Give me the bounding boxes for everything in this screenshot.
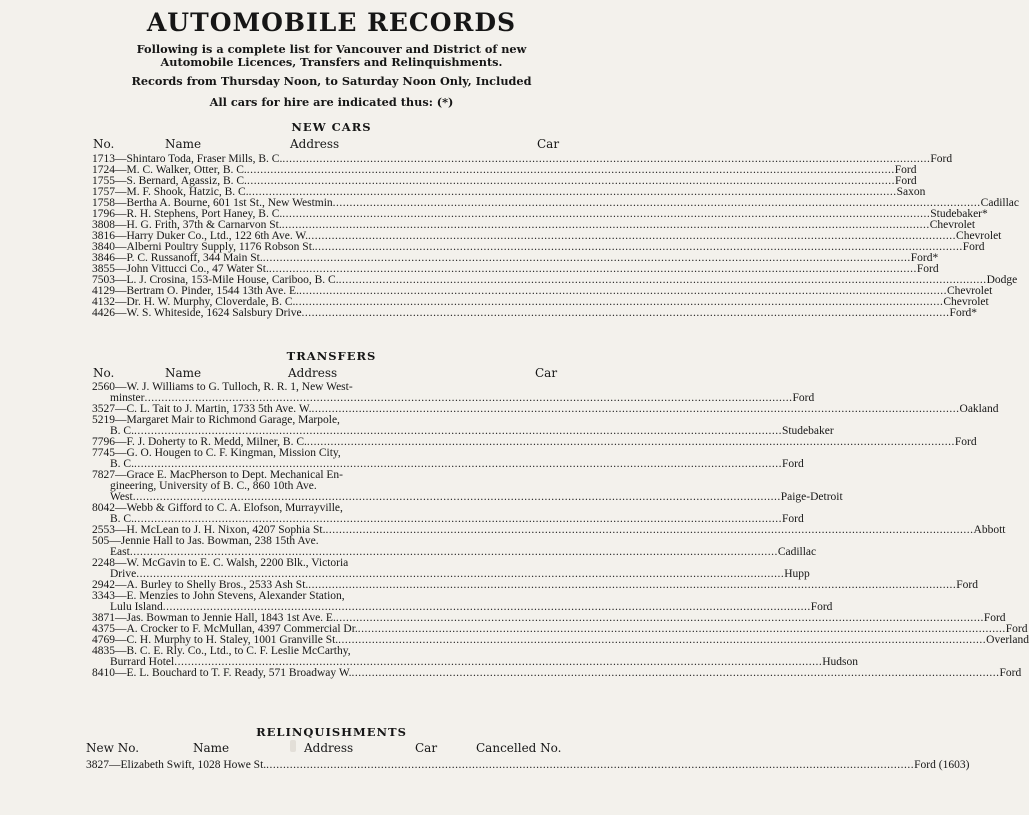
entry-text: 3816—Harry Duker Co., Ltd., 122 6th Ave. W. [92,230,309,242]
transfers-col-car: Car [535,366,558,380]
entry-car: Oakland [959,403,999,415]
entry-car: Chevrolet [956,230,1002,242]
entry-text: 7827—Grace E. MacPherson to Dept. Mechanical En- [92,469,344,481]
entry-car: Ford [781,458,804,470]
entry-car: Hupp [784,568,810,580]
entry-car: Ford [781,513,804,525]
entry-car: Ford (1603) [914,759,970,771]
entry-text: 1796—R. H. Stephens, Port Haney, B. C. [92,208,283,220]
transfers-col-name: Name [165,366,202,380]
new-cars-col-car: Car [537,137,560,151]
entry-car: Ford* [910,252,939,264]
transfers-list [92,381,1029,679]
entry-car: Ford [894,175,917,187]
entry-text: minster [110,392,145,404]
entry-car: Cadillac [980,197,1019,209]
entry-car: Ford [894,164,917,176]
entry-car: Abbott [973,524,1006,536]
entry-text: 3827—Elizabeth Swift, 1028 Howe St. [86,759,267,771]
entry-text: 3343—E. Menzies to John Stevens, Alexander Station, [92,590,345,602]
subtitle-line-1: Following is a complete list for Vancouver and District of new [136,42,527,56]
entry-text: 1757—M. F. Shook, Hatzic, B. C. [92,186,249,198]
entry-car: Ford [999,667,1022,679]
transfer-entry [92,667,1022,679]
entry-text: 2942—A. Burley to Shelly Bros., 2533 Ash St. [92,579,309,591]
relinq-col-cancelled: Cancelled No. [476,741,562,755]
entry-text: B. C. [110,458,134,470]
entry-text: 4835—B. C. E. Rly. Co., Ltd., to C. F. Leslie McCarthy, [92,645,351,657]
entry-car: Ford [792,392,815,404]
entry-car: Hudson [822,656,858,668]
entry-car: Ford [916,263,939,275]
entry-text: 4132—Dr. H. W. Murphy, Cloverdale, B. C. [92,296,296,308]
dot-leader [302,308,950,319]
relinq-col-car: Car [415,741,438,755]
entry-text: 7796—F. J. Doherty to R. Medd, Milner, B. C. [92,436,307,448]
entry-text: 2248—W. McGavin to E. C. Walsh, 2200 Blk., Victoria [92,557,349,569]
entry-text: 2553—H. McLean to J. H. Nixon, 4207 Sophia St. [92,524,326,536]
entry-text: 1724—M. C. Walker, Otter, B. C. [92,164,247,176]
dot-leader [307,437,955,448]
entry-text: 4129—Bertram O. Pinder, 1544 13th Ave. E. [92,285,299,297]
dot-leader [308,580,956,591]
relinquishments-list [86,759,970,771]
dot-leader [326,525,974,536]
relinq-col-address: Address [304,741,354,755]
entry-car: Ford [810,601,833,613]
entry-car: Paige-Detroit [780,491,843,503]
entry-text: 3527—C. L. Tait to J. Martin, 1733 5th Ave. W. [92,403,312,415]
new-cars-col-no: No. [93,137,115,151]
new-car-entry [92,307,978,319]
entry-text: East [110,546,130,558]
entry-car: Studebaker* [930,208,988,220]
entry-car: Saxon [896,186,926,198]
entry-text: Burrard Hotel [110,656,175,668]
entry-car: Dodge [986,274,1018,286]
entry-text: B. C. [110,513,134,525]
entry-text: 4375—A. Crocker to F. McMullan, 4397 Commercial Dr. [92,623,358,635]
entry-car: Chevrolet [943,296,989,308]
entry-car: Overland [986,634,1029,646]
entry-text: 8042—Webb & Gifford to C. A. Elofson, Murrayville, [92,502,343,514]
subtitle-line-2: Automobile Licences, Transfers and Relinquishments. [160,55,503,69]
entry-car: Ford [962,241,985,253]
entry-text: West [110,491,133,503]
page-title: AUTOMOBILE RECORDS [146,8,517,37]
entry-text: 3871—Jas. Bowman to Jennie Hall, 1843 1st Ave. E. [92,612,336,624]
entry-text: 3855—John Vittucci Co., 47 Water St. [92,263,269,275]
entry-car: Ford [930,153,953,165]
print-smudge [290,740,296,752]
entry-text: Lulu Island [110,601,163,613]
relinq-col-new-no: New No. [86,741,140,755]
entry-car: Cadillac [777,546,817,558]
dot-leader [338,635,986,646]
entry-text: 1758—Bertha A. Bourne, 601 1st St., New Westmin [92,197,333,209]
entry-text: B. C. [110,425,134,437]
new-cars-heading: NEW CARS [291,120,372,134]
entry-text: 4769—C. H. Murphy to H. Staley, 1001 Granville St. [92,634,339,646]
entry-text: 2560—W. J. Williams to G. Tulloch, R. R. 1, New West- [92,381,353,393]
entry-text: Drive [110,568,137,580]
entry-text: 1713—Shintaro Toda, Fraser Mills, B. C. [92,153,283,165]
entry-text: gineering, University of B. C., 860 10th Ave. [110,480,317,492]
entry-text: 7745—G. O. Hougen to C. F. Kingman, Mission City, [92,447,341,459]
hire-note-line: All cars for hire are indicated thus: (*) [209,95,454,109]
dot-leader [266,760,914,771]
dot-leader [312,404,960,415]
records-period-line: Records from Thursday Noon, to Saturday Noon Only, Included [131,74,532,88]
relinquishment-entry [86,759,970,771]
transfers-heading: TRANSFERS [286,349,377,363]
entry-text: 3808—H. G. Frith, 37th & Carnarvon St. [92,219,282,231]
transfers-col-address: Address [288,366,338,380]
entry-text: 3846—P. C. Russanoff, 344 Main St. [92,252,263,264]
new-cars-list [92,153,1019,319]
dot-leader [352,668,1000,679]
entry-car: Chevrolet [929,219,976,231]
entry-car: Studebaker [781,425,834,437]
transfers-col-no: No. [93,366,115,380]
entry-text: 8410—E. L. Bouchard to T. F. Ready, 571 Broadway W. [92,667,352,679]
entry-car: Chevrolet [946,285,993,297]
relinq-col-name: Name [193,741,230,755]
entry-car: Ford [954,436,977,448]
entry-text: 1755—S. Bernard, Agassiz, B. C. [92,175,247,187]
relinquishments-heading: RELINQUISHMENTS [256,725,407,739]
entry-text: 505—Jennie Hall to Jas. Bowman, 238 15th Ave. [92,535,319,547]
entry-text: 7503—L. J. Crosina, 153-Mile House, Cariboo, B. C. [92,274,339,286]
entry-text: 5219—Margaret Mair to Richmond Garage, Marpole, [92,414,340,426]
entry-car: Ford [956,579,979,591]
new-cars-col-name: Name [165,137,202,151]
entry-text: 4426—W. S. Whiteside, 1624 Salsbury Drive [92,307,302,319]
entry-text: 3840—Alberni Poultry Supply, 1176 Robson St. [92,241,315,253]
entry-car: Ford [983,612,1006,624]
entry-car: Ford* [949,307,978,319]
new-cars-col-address: Address [290,137,340,151]
entry-car: Ford [1005,623,1028,635]
